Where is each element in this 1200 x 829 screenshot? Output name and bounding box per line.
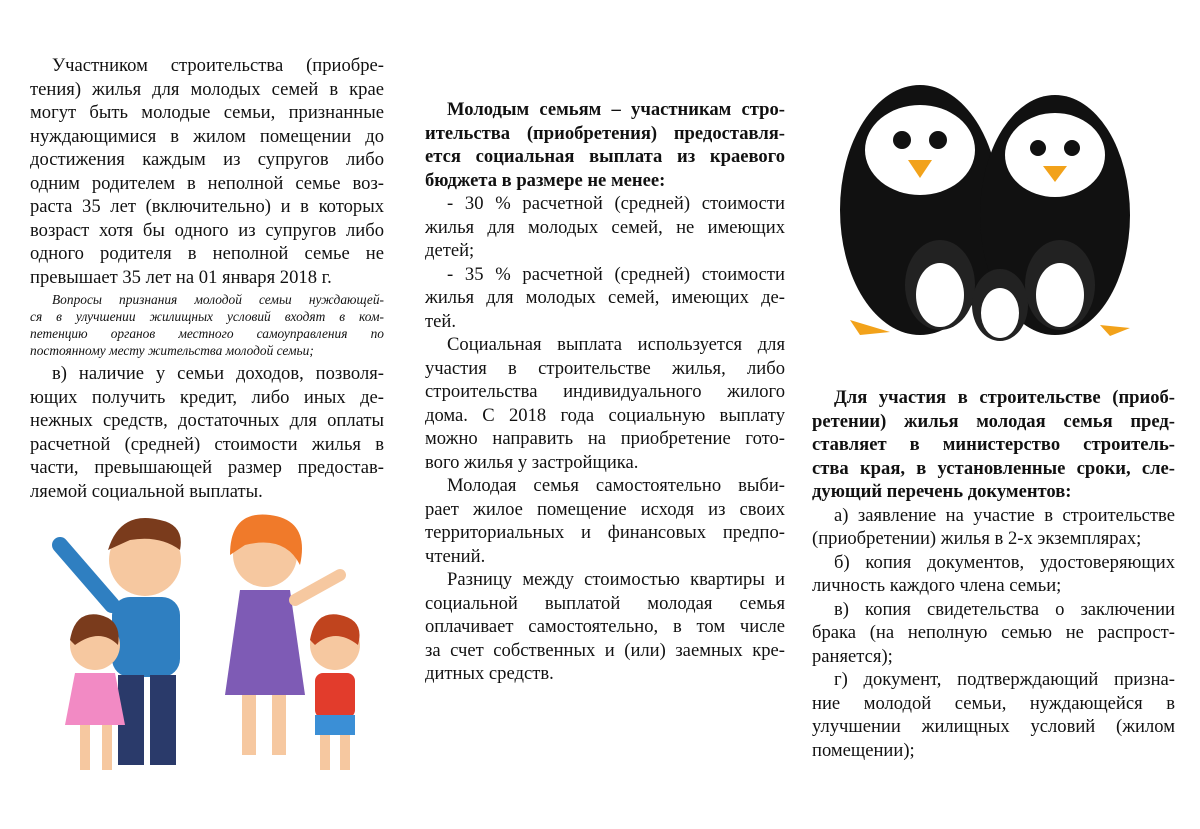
text-line: социальной выплатой молодая семья (425, 592, 785, 614)
text-line: Разницу между стоимостью квартиры и (447, 569, 785, 590)
text-line: Для участия в строительстве (приоб- (834, 387, 1175, 408)
text-line: детей; (425, 240, 475, 261)
family-illustration (30, 505, 390, 785)
text-line: жилья для молодых семей, имеющих де- (425, 287, 785, 308)
text-line: бюджета в размере не менее: (425, 169, 666, 191)
left-item-v (30, 362, 384, 503)
penguin-family-illustration (830, 70, 1140, 345)
text-line: ние молодой семьи, нуждающейся в (812, 692, 1175, 714)
text-line: возраст хотя бы одного из супругов либо (30, 219, 384, 241)
text-line: дующий перечень документов: (812, 481, 1072, 502)
text-line: а) заявление на участие в строительстве (834, 504, 1175, 526)
text-line: (приобретении) жилья в 2-х экземплярах; (812, 528, 1142, 549)
text-line: в) копия свидетельства о заключении (834, 598, 1175, 620)
text-line: Социальная выплата используется для (447, 334, 785, 355)
text-line: ительства (приобретения) предоставля- (425, 122, 785, 144)
text-line: Молодым семьям – участникам стро- (447, 99, 785, 120)
text-line: петенцию органов местного самоуправления по (30, 326, 384, 341)
text-line: тения) жилья для молодых семей в крае (30, 78, 384, 100)
right-body (812, 504, 1175, 763)
left-column (30, 54, 384, 503)
text-line: личность каждого члена семьи; (812, 575, 1062, 596)
text-line: одним родителем в неполной семье воз- (30, 172, 384, 194)
text-line: ства края, в установленные сроки, сле- (812, 457, 1175, 479)
text-line: Молодая семья самостоятельно выби- (447, 475, 785, 496)
text-line: превышает 35 лет на 01 января 2018 г. (30, 266, 332, 288)
text-line: оплачивает самостоятельно, в том числе (425, 616, 785, 637)
text-line: можно направить на приобретение гото- (425, 428, 785, 449)
text-line: одного родителя в неполной семье не (30, 243, 384, 264)
text-line: нежных средств, достаточных для оплаты (30, 410, 384, 431)
text-line: дитных средств. (425, 663, 554, 684)
middle-column (425, 98, 785, 686)
text-line: части, превышающей размер предостав- (30, 457, 384, 478)
middle-body (425, 192, 785, 686)
text-line: ставляет в министерство строитель- (812, 434, 1175, 455)
left-italic-note (30, 291, 384, 359)
text-line: дома. С 2018 года социальную выплату (425, 404, 785, 426)
text-line: вого жилья у застройщика. (425, 451, 639, 473)
text-line: могут быть молодые семьи, признанные (30, 102, 384, 123)
text-line: раста 35 лет (включительно) и в которых (30, 196, 384, 217)
text-line: за счет собственных и (или) заемных кре- (425, 639, 785, 661)
boy-figure (310, 614, 360, 770)
text-line: нуждающимися в жилом помещении до (30, 125, 384, 147)
right-column (812, 386, 1175, 762)
right-heading (812, 386, 1175, 504)
text-line: ется социальная выплата из краевого (425, 146, 785, 167)
text-line: - 35 % расчетной (средней) стоимости (447, 263, 785, 285)
text-line: улучшении жилищных условий (жилом (812, 716, 1175, 737)
text-line: Участником строительства (приобре- (52, 55, 384, 76)
text-line: тей. (425, 310, 456, 332)
girl-figure (65, 614, 125, 770)
text-line: ющих получить кредит, либо иных де- (30, 386, 384, 408)
text-line: раняется); (812, 645, 893, 667)
left-intro-text (30, 54, 384, 289)
text-line: достижения каждым из супругов либо (30, 149, 384, 170)
text-line: территориальных и финансовых предпо- (425, 522, 785, 543)
text-line: в) наличие у семьи доходов, позволя- (52, 363, 384, 384)
text-line: ся в улучшении жилищных условий входят в ком- (30, 309, 384, 324)
text-line: постоянному месту жительства молодой семьи; (30, 343, 314, 358)
text-line: чтений. (425, 545, 486, 567)
text-line: г) документ, подтверждающий призна- (834, 669, 1175, 690)
text-line: ретении) жилья молодая семья пред- (812, 410, 1175, 432)
text-line: Вопросы признания молодой семьи нуждающей- (52, 292, 384, 307)
text-line: - 30 % расчетной (средней) стоимости (447, 193, 785, 214)
middle-heading (425, 98, 785, 192)
text-line: б) копия документов, удостоверяющих (834, 551, 1175, 573)
text-line: брака (на неполную семью не распрост- (812, 622, 1175, 643)
text-line: расчетной (средней) стоимости жилья в (30, 433, 384, 455)
text-line: ляемой социальной выплаты. (30, 480, 263, 502)
text-line: строительства индивидуального жилого (425, 381, 785, 402)
text-line: жилья для молодых семей, не имеющих (425, 216, 785, 238)
text-line: помещении); (812, 739, 915, 761)
text-line: рает жилое помещение исходя из своих (425, 498, 785, 520)
text-line: участия в строительстве жилья, либо (425, 357, 785, 379)
